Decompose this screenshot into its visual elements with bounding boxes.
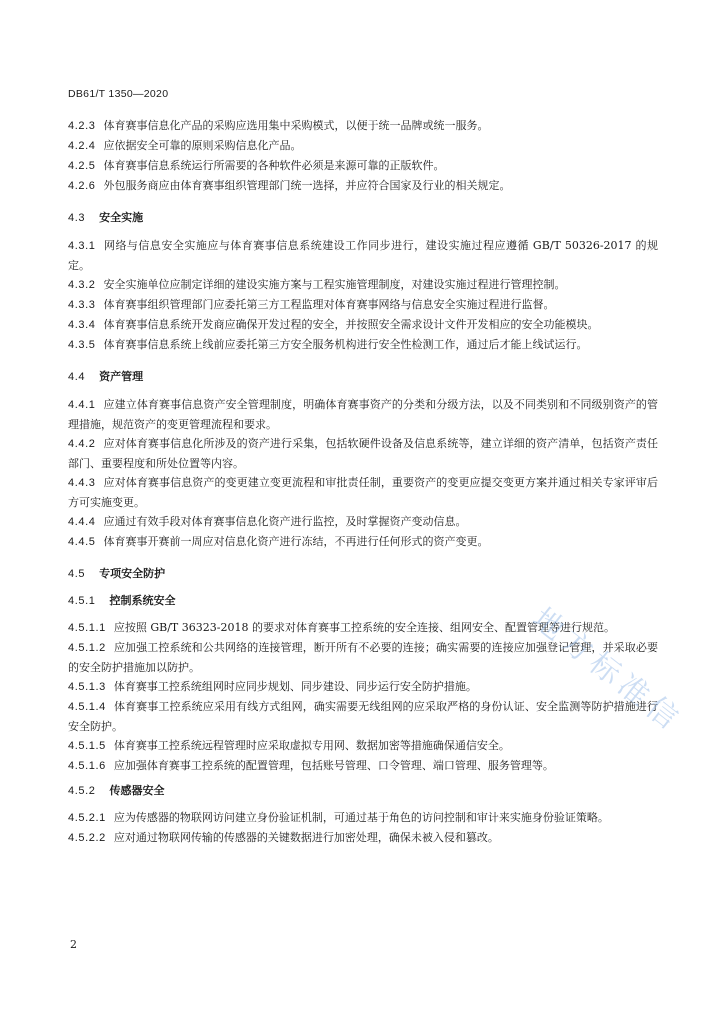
clause-paragraph [68, 275, 658, 295]
clause-paragraph [68, 473, 658, 512]
clause-number: 4.2.3 [68, 120, 96, 132]
clause-number: 4.5.2.2 [68, 832, 106, 844]
clause-text: 体育赛事开赛前一周应对信息化资产进行冻结，不再进行任何形式的资产变更。 [103, 535, 489, 548]
standard-code-header: DB61/T 1350—2020 [68, 88, 169, 100]
clause-paragraph [68, 156, 658, 176]
clause-number: 4.5.2.1 [68, 812, 106, 824]
clause-paragraph [68, 315, 658, 335]
section-heading-4-3 [68, 209, 658, 228]
clauses-4-4 [68, 395, 658, 552]
clauses-4-5-2 [68, 808, 658, 848]
clause-text: 应加强工控系统和公共网络的连接管理，断开所有不必要的连接；确实需要的连接应加强登记管理，并采取必要的安全防护措施加以防护。 [68, 641, 658, 674]
clause-text: 应通过有效手段对体育赛事信息化资产进行监控，及时掌握资产变动信息。 [103, 515, 467, 528]
clause-number: 4.5.1.6 [68, 760, 106, 772]
clause-text: 体育赛事信息系统运行所需要的各种软件必须是来源可靠的正版软件。 [103, 159, 445, 172]
clause-number: 4.4.1 [68, 399, 96, 411]
section-heading-4-5 [68, 565, 658, 584]
clause-text: 应依据安全可靠的原则采购信息化产品。 [103, 139, 302, 152]
clause-paragraph [68, 295, 658, 315]
clause-number: 4.3.1 [68, 240, 96, 252]
clause-number: 4.2.5 [68, 160, 96, 172]
document-body [68, 116, 658, 848]
clause-text: 外包服务商应由体育赛事组织管理部门统一选择，并应符合国家及行业的相关规定。 [103, 179, 511, 192]
clause-paragraph [68, 697, 658, 736]
section-number: 4.4 [68, 371, 86, 383]
clause-text: 体育赛事信息化产品的采购应选用集中采购模式，以便于统一品牌或统一服务。 [103, 119, 489, 132]
clause-paragraph [68, 434, 658, 473]
clause-paragraph [68, 236, 658, 275]
clause-number: 4.3.3 [68, 299, 96, 311]
clause-text: 应加强体育赛事工控系统的配置管理，包括账号管理、口令管理、端口管理、服务管理等。 [113, 759, 554, 772]
clause-paragraph [68, 756, 658, 776]
clause-paragraph [68, 512, 658, 532]
clause-paragraph [68, 736, 658, 756]
clause-number: 4.4.3 [68, 477, 96, 489]
clause-text: 体育赛事工控系统远程管理时应采取虚拟专用网、数据加密等措施确保通信安全。 [113, 739, 510, 752]
watermark: 地方标准信 [525, 601, 689, 740]
section-number: 4.3 [68, 212, 86, 224]
clause-text: 体育赛事信息系统开发商应确保开发过程的安全，并按照安全需求设计文件开发相应的安全功能模块。 [103, 318, 599, 331]
clause-number: 4.4.4 [68, 516, 96, 528]
clauses-4-3 [68, 236, 658, 355]
clause-number: 4.5.1.4 [68, 701, 106, 713]
clause-number: 4.2.4 [68, 140, 96, 152]
clause-text: 安全实施单位应制定详细的建设实施方案与工程实施管理制度，对建设实施过程进行管理控制。 [103, 278, 566, 291]
page-number: 2 [70, 938, 77, 951]
section-heading-4-4 [68, 368, 658, 387]
subsection-heading-4-5-2 [68, 782, 658, 801]
clause-text: 应按照 GB/T 36323-2018 的要求对体育赛事工控系统的安全连接、组网安全、配置管理等进行规范。 [113, 621, 615, 634]
clause-paragraph [68, 828, 658, 848]
clause-text: 应为传感器的物联网访问建立身份验证机制，可通过基于角色的访问控制和审计来实施身份验证策略。 [113, 811, 609, 824]
section-title: 资产管理 [99, 371, 144, 383]
section-title: 安全实施 [99, 212, 144, 224]
clause-number: 4.3.4 [68, 319, 96, 331]
clause-number: 4.3.5 [68, 339, 96, 351]
clause-text: 应对体育赛事信息化所涉及的资产进行采集，包括软硬件设备及信息系统等，建立详细的资产清单，包括资产责任部门、重要程度和所处位置等内容。 [68, 437, 658, 470]
clause-number: 4.2.6 [68, 180, 96, 192]
clause-text: 体育赛事组织管理部门应委托第三方工程监理对体育赛事网络与信息安全实施过程进行监督。 [103, 298, 555, 311]
clause-paragraph [68, 677, 658, 697]
clause-number: 4.5.1.2 [68, 642, 106, 654]
section-number: 4.5 [68, 568, 86, 580]
subsection-number: 4.5.1 [68, 595, 96, 607]
subsection-title: 控制系统安全 [109, 595, 176, 607]
subsection-number: 4.5.2 [68, 785, 96, 797]
clause-number: 4.4.5 [68, 536, 96, 548]
section-title: 专项安全防护 [99, 568, 166, 580]
clause-number: 4.5.1.1 [68, 622, 106, 634]
clause-text: 体育赛事工控系统组网时应同步规划、同步建设、同步运行安全防护措施。 [113, 680, 477, 693]
clause-text: 体育赛事信息系统上线前应委托第三方安全服务机构进行安全性检测工作，通过后才能上线试运行。 [103, 338, 588, 351]
clause-paragraph [68, 395, 658, 434]
clause-paragraph [68, 532, 658, 552]
subsection-title: 传感器安全 [109, 785, 165, 797]
clause-number: 4.3.2 [68, 279, 96, 291]
clause-paragraph [68, 176, 658, 196]
clause-paragraph [68, 116, 658, 136]
clauses-4-2 [68, 116, 658, 196]
clause-paragraph [68, 335, 658, 355]
clause-number: 4.4.2 [68, 438, 96, 450]
clause-text: 应对体育赛事信息资产的变更建立变更流程和审批责任制，重要资产的变更应提交变更方案并通过相关专家评审后方可实施变更。 [68, 476, 658, 509]
clause-text: 网络与信息安全实施应与体育赛事信息系统建设工作同步进行，建设实施过程应遵循 GB/T 50326-2017 的规定。 [68, 239, 658, 272]
clause-paragraph [68, 808, 658, 828]
clause-number: 4.5.1.5 [68, 740, 106, 752]
clause-text: 体育赛事工控系统应采用有线方式组网，确实需要无线组网的应采取严格的身份认证、安全监测等防护措施进行安全防护。 [68, 700, 658, 733]
clause-number: 4.5.1.3 [68, 681, 106, 693]
clause-text: 应对通过物联网传输的传感器的关键数据进行加密处理，确保未被入侵和篡改。 [113, 831, 499, 844]
clause-text: 应建立体育赛事信息资产安全管理制度，明确体育赛事资产的分类和分级方法，以及不同类别和不同级别资产的管理措施，规范资产的变更管理流程和要求。 [68, 398, 658, 431]
clause-paragraph [68, 136, 658, 156]
